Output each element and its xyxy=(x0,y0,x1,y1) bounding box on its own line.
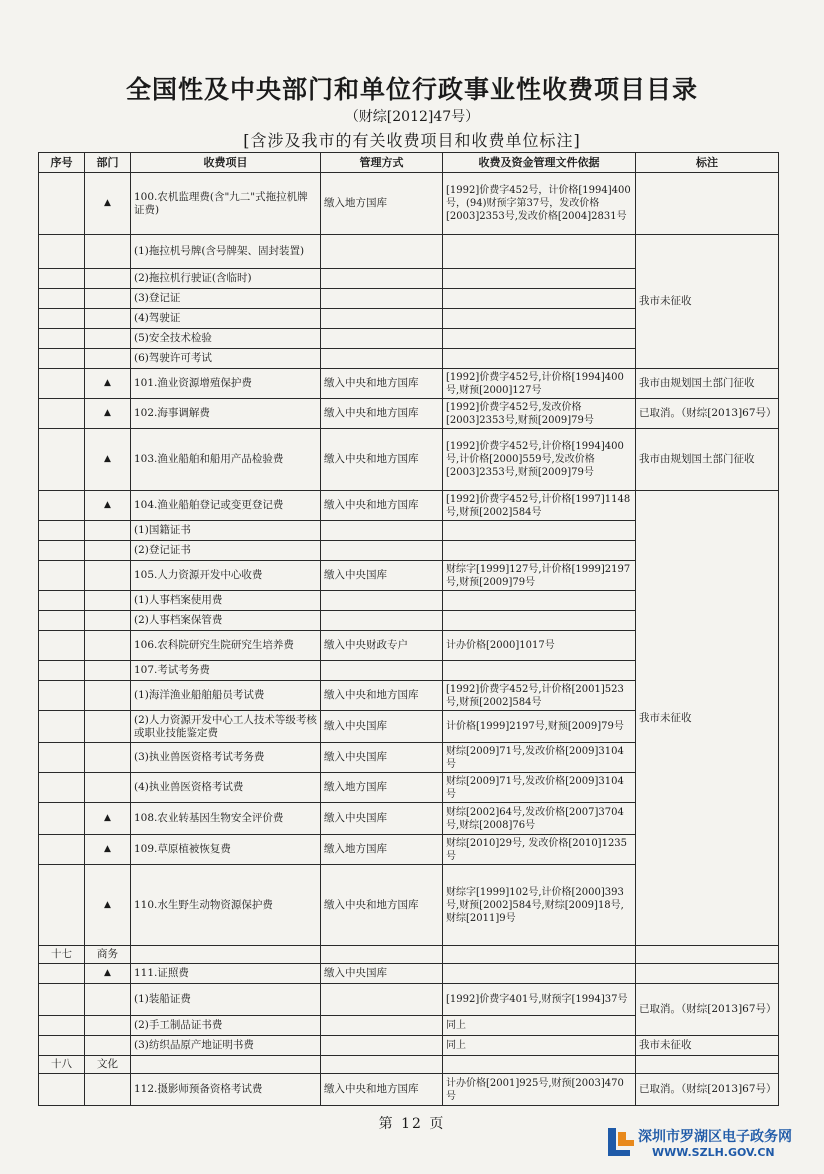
basis-docs: [1992]价费字452号,计价格[2001]523号,财预[2002]584号 xyxy=(443,681,636,711)
fee-subitem: (1)人事档案使用费 xyxy=(131,591,321,611)
table-row xyxy=(39,984,779,1016)
fee-subitem: (5)安全技术检验 xyxy=(131,329,321,349)
basis-docs: [1992]价费字452号，计价格[1994]400号，(94)财预字第37号，发改价格[2003]2353号,发改价格[2004]2831号 xyxy=(443,173,636,235)
fee-subitem: (3)纺织品原产地证明书费 xyxy=(131,1036,321,1056)
note-cell: 已取消。（财综[2013]67号） xyxy=(636,1074,779,1106)
note-cell: 已取消。（财综[2013]67号） xyxy=(636,984,779,1036)
section-row xyxy=(39,946,779,964)
table-row xyxy=(39,369,779,399)
mgmt-mode: 缴入中央和地方国库 xyxy=(321,369,443,399)
table-header-row xyxy=(39,153,779,173)
mgmt-mode: 缴入中央财政专户 xyxy=(321,631,443,661)
fee-item: 102.海事调解费 xyxy=(131,399,321,429)
triangle-marker: ▲ xyxy=(85,865,131,946)
note-cell: 我市未征收 xyxy=(636,491,779,946)
note-cell: 我市未征收 xyxy=(636,1036,779,1056)
fee-subitem: (3)执业兽医资格考试考务费 xyxy=(131,743,321,773)
fee-catalog-table xyxy=(38,152,779,1106)
basis-docs: 财综字[1999]102号,计价格[2000]393号,财预[2002]584号,财综[2009]18号,财综[2011]9号 xyxy=(443,865,636,946)
fee-item: 110.水生野生动物资源保护费 xyxy=(131,865,321,946)
fee-item: 100.农机监理费(含"九二"式拖拉机牌证费) xyxy=(131,173,321,235)
fee-item: 111.证照费 xyxy=(131,964,321,984)
fee-item: 108.农业转基因生物安全评价费 xyxy=(131,803,321,835)
triangle-marker: ▲ xyxy=(85,173,131,235)
fee-subitem: (1)装船证费 xyxy=(131,984,321,1016)
mgmt-mode: 缴入中央和地方国库 xyxy=(321,491,443,521)
fee-subitem: (1)国籍证书 xyxy=(131,521,321,541)
fee-subitem: (2)拖拉机行驶证(含临时) xyxy=(131,269,321,289)
table-row xyxy=(39,1036,779,1056)
triangle-marker: ▲ xyxy=(85,491,131,521)
watermark-name: 深圳市罗湖区电子政务网 xyxy=(638,1129,792,1145)
basis-docs: 同上 xyxy=(443,1016,636,1036)
section-number: 十八 xyxy=(39,1056,85,1074)
watermark-logo xyxy=(604,1120,814,1164)
mgmt-mode: 缴入中央国库 xyxy=(321,711,443,743)
note-cell: 我市未征收 xyxy=(636,235,779,369)
fee-item: 107.考试考务费 xyxy=(131,661,321,681)
fee-item: 105.人力资源开发中心收费 xyxy=(131,561,321,591)
note-cell: 我市由规划国土部门征收 xyxy=(636,369,779,399)
table-row xyxy=(39,399,779,429)
mgmt-mode: 缴入中央和地方国库 xyxy=(321,865,443,946)
header-basis: 收费及资金管理文件依据 xyxy=(443,153,636,173)
basis-docs: 计价格[1999]2197号,财预[2009]79号 xyxy=(443,711,636,743)
header-item: 收费项目 xyxy=(131,153,321,173)
document-subtitle: （财综[2012]47号） xyxy=(344,109,480,125)
fee-subitem: (1)海洋渔业船舶船员考试费 xyxy=(131,681,321,711)
header-mgmt: 管理方式 xyxy=(321,153,443,173)
table-row xyxy=(39,429,779,491)
basis-docs: [1992]价费字452号,计价格[1997]1148号,财预[2002]584号 xyxy=(443,491,636,521)
basis-docs: 计办价格[2001]925号,财预[2003]470号 xyxy=(443,1074,636,1106)
fee-item: 101.渔业资源增殖保护费 xyxy=(131,369,321,399)
section-number: 十七 xyxy=(39,946,85,964)
fee-subitem: (1)拖拉机号牌(含号牌架、固封装置) xyxy=(131,235,321,269)
mgmt-mode: 缴入中央和地方国库 xyxy=(321,681,443,711)
mgmt-mode: 缴入中央国库 xyxy=(321,803,443,835)
fee-subitem: (2)登记证书 xyxy=(131,541,321,561)
basis-docs: 同上 xyxy=(443,1036,636,1056)
mgmt-mode: 缴入中央国库 xyxy=(321,561,443,591)
table-row xyxy=(39,173,779,235)
fee-item: 112.摄影师预备资格考试费 xyxy=(131,1074,321,1106)
page-number: 第 12 页 xyxy=(378,1116,446,1132)
triangle-marker: ▲ xyxy=(85,835,131,865)
fee-subitem: (2)人事档案保管费 xyxy=(131,611,321,631)
mgmt-mode: 缴入地方国库 xyxy=(321,173,443,235)
basis-docs: [1992]价费字401号,财预字[1994]37号 xyxy=(443,984,636,1016)
basis-docs: 计办价格[2000]1017号 xyxy=(443,631,636,661)
fee-item: 106.农科院研究生院研究生培养费 xyxy=(131,631,321,661)
fee-subitem: (2)手工制品证书费 xyxy=(131,1016,321,1036)
fee-subitem: (4)执业兽医资格考试费 xyxy=(131,773,321,803)
document-note: [含涉及我市的有关收费项目和收费单位标注] xyxy=(243,131,581,150)
section-dept: 商务 xyxy=(85,946,131,964)
table-row xyxy=(39,235,779,269)
basis-docs: [1992]价费字452号,计价格[1994]400号,计价格[2000]559号,发改价格[2003]2353号,财预[2009]79号 xyxy=(443,429,636,491)
fee-subitem: (2)人力资源开发中心工人技术等级考核或职业技能鉴定费 xyxy=(131,711,321,743)
basis-docs: [1992]价费字452号,发改价格[2003]2353号,财预[2009]79号 xyxy=(443,399,636,429)
section-row xyxy=(39,1056,779,1074)
basis-docs: 财综[2002]64号,发改价格[2007]3704号,财综[2008]76号 xyxy=(443,803,636,835)
triangle-marker: ▲ xyxy=(85,429,131,491)
mgmt-mode: 缴入中央和地方国库 xyxy=(321,1074,443,1106)
note-cell: 已取消。（财综[2013]67号） xyxy=(636,399,779,429)
table-row xyxy=(39,491,779,521)
section-dept: 文化 xyxy=(85,1056,131,1074)
fee-item: 103.渔业船舶和船用产品检验费 xyxy=(131,429,321,491)
fee-subitem: (3)登记证 xyxy=(131,289,321,309)
szlh-logo-icon xyxy=(604,1122,636,1160)
mgmt-mode: 缴入中央和地方国库 xyxy=(321,399,443,429)
fee-subitem: (4)驾驶证 xyxy=(131,309,321,329)
table-row xyxy=(39,964,779,984)
fee-item: 109.草原植被恢复费 xyxy=(131,835,321,865)
basis-docs: 财综字[1999]127号,计价格[1999]2197号,财预[2009]79号 xyxy=(443,561,636,591)
triangle-marker: ▲ xyxy=(85,803,131,835)
basis-docs: 财综[2009]71号,发改价格[2009]3104号 xyxy=(443,743,636,773)
triangle-marker: ▲ xyxy=(85,369,131,399)
table-row xyxy=(39,1074,779,1106)
triangle-marker: ▲ xyxy=(85,399,131,429)
basis-docs: 财综[2010]29号, 发改价格[2010]1235号 xyxy=(443,835,636,865)
basis-docs: [1992]价费字452号,计价格[1994]400号,财预[2000]127号 xyxy=(443,369,636,399)
header-dept: 部门 xyxy=(85,153,131,173)
header-seq: 序号 xyxy=(39,153,85,173)
note-cell: 我市由规划国土部门征收 xyxy=(636,429,779,491)
mgmt-mode: 缴入中央国库 xyxy=(321,743,443,773)
mgmt-mode: 缴入地方国库 xyxy=(321,835,443,865)
document-title: 全国性及中央部门和单位行政事业性收费项目目录 xyxy=(125,75,698,104)
mgmt-mode: 缴入地方国库 xyxy=(321,773,443,803)
fee-subitem: (6)驾驶许可考试 xyxy=(131,349,321,369)
mgmt-mode: 缴入中央和地方国库 xyxy=(321,429,443,491)
watermark-url: WWW.SZLH.GOV.CN xyxy=(652,1146,775,1159)
basis-docs: 财综[2009]71号,发改价格[2009]3104号 xyxy=(443,773,636,803)
fee-item: 104.渔业船舶登记或变更登记费 xyxy=(131,491,321,521)
triangle-marker: ▲ xyxy=(85,964,131,984)
header-note: 标注 xyxy=(636,153,779,173)
mgmt-mode: 缴入中央国库 xyxy=(321,964,443,984)
